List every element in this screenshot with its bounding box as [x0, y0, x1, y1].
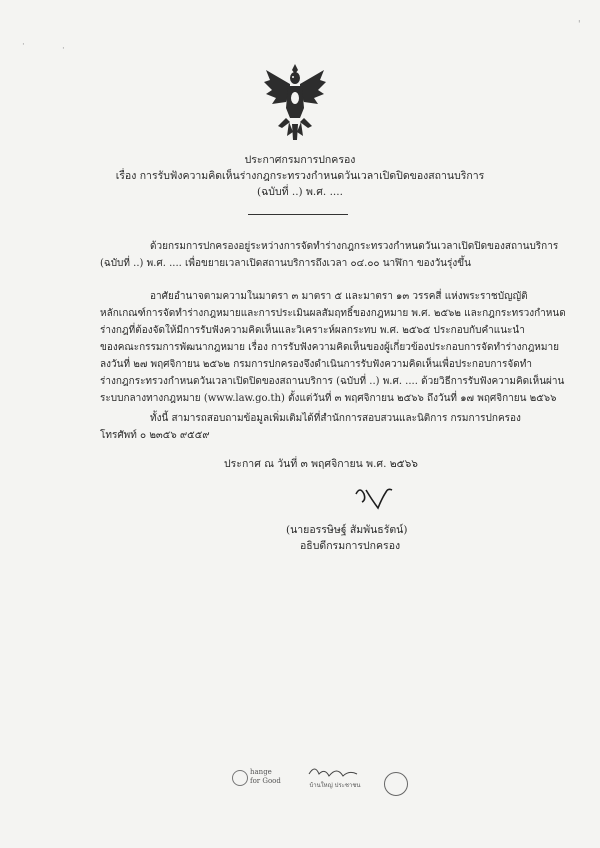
scan-speck: ·: [62, 44, 65, 54]
footer-signature-caption: บ้านใหญ่ ประชาชน: [309, 782, 361, 789]
paragraph-line: ลงวันที่ ๒๗ พฤศจิกายน ๒๕๖๒ กรมการปกครองจึงดำเนินการรับฟังความคิดเห็นเพื่อประกอบการจัดทำ: [100, 359, 532, 370]
edition-line: (ฉบับที่ ..) พ.ศ. ....: [257, 186, 343, 198]
paragraph-contact: [100, 410, 521, 444]
paragraph-line: ด้วยกรมการปกครองอยู่ระหว่างการจัดทำร่างกฎกระทรวงกำหนดวันเวลาเปิดปิดของสถานบริการ: [150, 241, 559, 252]
paragraph-authority: [100, 288, 566, 407]
garuda-emblem-icon: [262, 62, 328, 144]
scan-speck: ': [578, 20, 581, 30]
scan-speck: ·: [22, 40, 25, 50]
paragraph-line: ระบบกลางทางกฎหมาย (www.law.go.th) ตั้งแต่วันที่ ๓ พฤศจิกายน ๒๕๖๖ ถึงวันที่ ๑๗ พฤศจิกายน ๒๕๖๖: [100, 393, 557, 404]
signatory-title: อธิบดีกรมการปกครอง: [300, 540, 401, 552]
logo-text: for Good: [250, 777, 281, 785]
subject-line: เรื่อง การรับฟังความคิดเห็นร่างกฎกระทรวงกำหนดวันเวลาเปิดปิดของสถานบริการ: [115, 170, 485, 182]
change-logo-circle-icon: [232, 770, 248, 786]
department-seal-icon: [384, 772, 408, 796]
header-divider: [248, 214, 348, 215]
paragraph-line: หลักเกณฑ์การจัดทำร่างกฎหมายและการประเมินผลสัมฤทธิ์ของกฎหมาย พ.ศ. ๒๕๖๒ และกฎกระทรวงกำหนด: [100, 308, 566, 319]
footer-signature-scribble-icon: [305, 764, 365, 778]
paragraph-intro: [100, 238, 559, 272]
announcement-date: ประกาศ ณ วันที่ ๓ พฤศจิกายน พ.ศ. ๒๕๖๖: [224, 458, 418, 470]
paragraph-line: ของคณะกรรมการพัฒนากฎหมาย เรื่อง การรับฟังความคิดเห็นของผู้เกี่ยวข้องประกอบการจัดทำร่างกฎหมาย: [100, 342, 559, 353]
contact-phone: โทรศัพท์ ๐ ๒๓๕๖ ๙๕๕๙: [100, 430, 210, 441]
paragraph-line: (ฉบับที่ ..) พ.ศ. .... เพื่อขยายเวลาเปิดสถานบริการถึงเวลา ๐๔.๐๐ นาฬิกา ของวันรุ่งขึ้น: [100, 258, 471, 269]
paragraph-line: อาศัยอำนาจตามความในมาตรา ๓ มาตรา ๕ และมาตรา ๑๓ วรรคสี่ แห่งพระราชบัญญัติ: [150, 291, 528, 302]
agency-heading: ประกาศกรมการปกครอง: [244, 154, 356, 166]
handwritten-signature-icon: [350, 480, 400, 520]
paragraph-line: ร่างกฎกระทรวงกำหนดวันเวลาเปิดปิดของสถานบริการ (ฉบับที่ ..) พ.ศ. .... ด้วยวิธีการรับฟังความคิดเห็นผ่าน: [100, 376, 565, 387]
footer-signature-logo: [300, 764, 370, 790]
logo-text: hange: [250, 768, 272, 776]
signatory-name: (นายอรรษิษฐ์ สัมพันธรัตน์): [286, 524, 408, 536]
paragraph-line: ร่างกฎที่ต้องจัดให้มีการรับฟังความคิดเห็นและวิเคราะห์ผลกระทบ พ.ศ. ๒๕๖๕ ประกอบกับคำแนะนำ: [100, 325, 525, 336]
paragraph-line: ทั้งนี้ สามารถสอบถามข้อมูลเพิ่มเติมได้ที่สำนักการสอบสวนและนิติการ กรมการปกครอง: [150, 413, 521, 424]
